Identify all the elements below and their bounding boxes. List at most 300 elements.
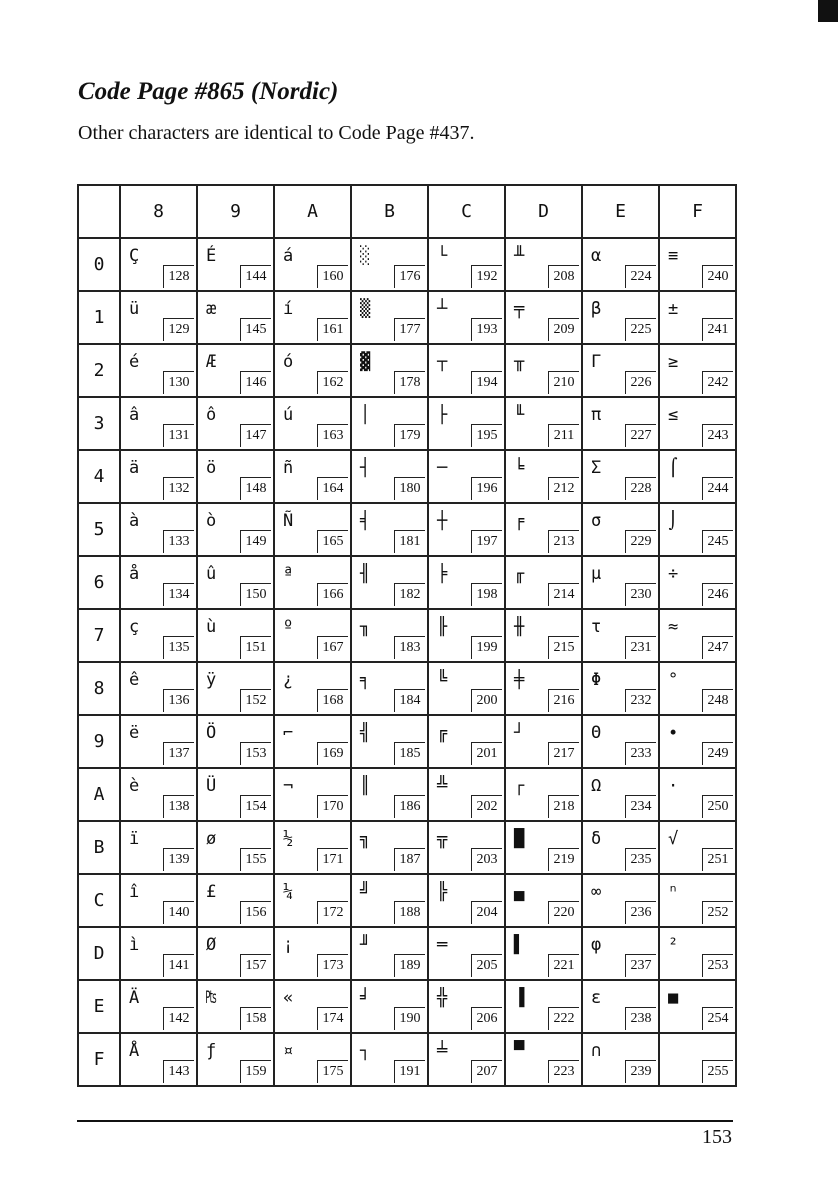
char-cell bbox=[505, 291, 582, 344]
char-cell bbox=[582, 662, 659, 715]
char-cell bbox=[274, 768, 351, 821]
char-cell bbox=[428, 662, 505, 715]
char-glyph: ⁿ bbox=[668, 882, 679, 902]
column-header-row bbox=[78, 185, 736, 238]
char-cell bbox=[659, 609, 736, 662]
char-code: 204 bbox=[471, 901, 502, 924]
char-code: 147 bbox=[240, 424, 271, 447]
char-code: 134 bbox=[163, 583, 194, 606]
char-glyph: ╤ bbox=[514, 299, 525, 319]
char-cell bbox=[428, 450, 505, 503]
char-glyph: ╘ bbox=[514, 458, 525, 478]
char-glyph: ä bbox=[129, 458, 140, 478]
char-cell bbox=[274, 927, 351, 980]
char-code: 171 bbox=[317, 848, 348, 871]
char-code: 250 bbox=[702, 795, 733, 818]
table-row bbox=[78, 503, 736, 556]
char-glyph: ╦ bbox=[437, 829, 448, 849]
char-code: 132 bbox=[163, 477, 194, 500]
char-code: 210 bbox=[548, 371, 579, 394]
char-glyph: ╙ bbox=[514, 405, 525, 425]
char-code: 159 bbox=[240, 1060, 271, 1083]
char-cell bbox=[274, 874, 351, 927]
char-glyph: å bbox=[129, 564, 140, 584]
char-glyph: Ω bbox=[591, 776, 602, 796]
char-glyph: ■ bbox=[668, 988, 679, 1008]
char-glyph: ╨ bbox=[514, 246, 525, 266]
char-code: 167 bbox=[317, 636, 348, 659]
char-cell bbox=[659, 768, 736, 821]
char-code: 141 bbox=[163, 954, 194, 977]
row-header: B bbox=[78, 821, 120, 874]
char-code: 214 bbox=[548, 583, 579, 606]
char-cell bbox=[351, 238, 428, 291]
char-cell bbox=[505, 397, 582, 450]
char-cell bbox=[428, 715, 505, 768]
char-code: 215 bbox=[548, 636, 579, 659]
page-number: 153 bbox=[702, 1126, 732, 1148]
char-code: 229 bbox=[625, 530, 656, 553]
column-header: C bbox=[428, 185, 505, 238]
char-glyph: ô bbox=[206, 405, 217, 425]
table-row bbox=[78, 715, 736, 768]
char-cell bbox=[197, 397, 274, 450]
char-cell bbox=[197, 980, 274, 1033]
char-cell bbox=[197, 662, 274, 715]
char-cell bbox=[582, 1033, 659, 1086]
column-header: A bbox=[274, 185, 351, 238]
char-cell bbox=[505, 662, 582, 715]
page-title: Code Page #865 (Nordic) bbox=[78, 78, 339, 105]
table-row bbox=[78, 768, 736, 821]
char-code: 222 bbox=[548, 1007, 579, 1030]
char-cell bbox=[197, 238, 274, 291]
char-glyph: ì bbox=[129, 935, 140, 955]
char-glyph: ╥ bbox=[514, 352, 525, 372]
char-code: 216 bbox=[548, 689, 579, 712]
char-code: 245 bbox=[702, 530, 733, 553]
char-cell bbox=[351, 715, 428, 768]
table-row bbox=[78, 980, 736, 1033]
char-glyph: ╓ bbox=[514, 564, 525, 584]
row-header: E bbox=[78, 980, 120, 1033]
char-cell bbox=[197, 609, 274, 662]
char-cell bbox=[505, 980, 582, 1033]
char-cell bbox=[505, 768, 582, 821]
char-cell bbox=[659, 927, 736, 980]
char-code: 211 bbox=[548, 424, 579, 447]
char-glyph: ╚ bbox=[437, 670, 448, 690]
char-cell bbox=[582, 450, 659, 503]
char-cell bbox=[274, 821, 351, 874]
char-glyph: ▄ bbox=[514, 882, 525, 902]
char-code: 198 bbox=[471, 583, 502, 606]
char-cell bbox=[428, 291, 505, 344]
char-glyph: √ bbox=[668, 829, 679, 849]
char-code: 195 bbox=[471, 424, 502, 447]
char-glyph: ▀ bbox=[514, 1041, 525, 1061]
char-code: 149 bbox=[240, 530, 271, 553]
char-cell bbox=[351, 662, 428, 715]
char-code: 226 bbox=[625, 371, 656, 394]
char-glyph: ÷ bbox=[668, 564, 679, 584]
char-glyph: ╫ bbox=[514, 617, 525, 637]
char-cell bbox=[428, 874, 505, 927]
char-code: 187 bbox=[394, 848, 425, 871]
char-cell bbox=[428, 344, 505, 397]
char-glyph: ï bbox=[129, 829, 140, 849]
char-code: 152 bbox=[240, 689, 271, 712]
char-glyph: ├ bbox=[437, 405, 448, 425]
char-code: 145 bbox=[240, 318, 271, 341]
char-code: 137 bbox=[163, 742, 194, 765]
char-code: 155 bbox=[240, 848, 271, 871]
column-header: E bbox=[582, 185, 659, 238]
char-glyph: ¼ bbox=[283, 882, 294, 902]
char-cell bbox=[197, 715, 274, 768]
code-page-table bbox=[77, 184, 737, 1087]
char-code: 242 bbox=[702, 371, 733, 394]
table-row bbox=[78, 556, 736, 609]
char-code: 234 bbox=[625, 795, 656, 818]
table-row bbox=[78, 291, 736, 344]
char-cell bbox=[120, 344, 197, 397]
char-code: 227 bbox=[625, 424, 656, 447]
char-code: 252 bbox=[702, 901, 733, 924]
char-glyph: ┴ bbox=[437, 299, 448, 319]
char-code: 166 bbox=[317, 583, 348, 606]
char-code: 194 bbox=[471, 371, 502, 394]
char-cell bbox=[428, 556, 505, 609]
char-glyph: Ü bbox=[206, 776, 217, 796]
char-cell bbox=[120, 503, 197, 556]
char-glyph: ─ bbox=[437, 458, 448, 478]
char-glyph: ƒ bbox=[206, 1041, 217, 1061]
char-cell bbox=[120, 609, 197, 662]
char-cell bbox=[582, 556, 659, 609]
row-header: 4 bbox=[78, 450, 120, 503]
char-glyph: └ bbox=[437, 246, 448, 266]
char-glyph: ╢ bbox=[360, 564, 371, 584]
char-cell bbox=[582, 291, 659, 344]
char-cell bbox=[351, 609, 428, 662]
row-header: 2 bbox=[78, 344, 120, 397]
char-code: 233 bbox=[625, 742, 656, 765]
row-header: 6 bbox=[78, 556, 120, 609]
char-glyph: ≡ bbox=[668, 246, 679, 266]
char-cell bbox=[428, 821, 505, 874]
char-glyph: ÿ bbox=[206, 670, 217, 690]
char-glyph: ø bbox=[206, 829, 217, 849]
char-glyph: µ bbox=[591, 564, 602, 584]
char-glyph: ╬ bbox=[437, 988, 448, 1008]
row-header: 7 bbox=[78, 609, 120, 662]
column-header: F bbox=[659, 185, 736, 238]
char-glyph: π bbox=[591, 405, 602, 425]
char-glyph: ╒ bbox=[514, 511, 525, 531]
row-header: A bbox=[78, 768, 120, 821]
char-cell bbox=[197, 874, 274, 927]
char-code: 199 bbox=[471, 636, 502, 659]
char-code: 208 bbox=[548, 265, 579, 288]
char-cell bbox=[428, 397, 505, 450]
char-code: 203 bbox=[471, 848, 502, 871]
char-glyph: ┘ bbox=[514, 723, 525, 743]
char-code: 138 bbox=[163, 795, 194, 818]
char-glyph: æ bbox=[206, 299, 217, 319]
char-glyph: ╖ bbox=[360, 617, 371, 637]
char-code: 200 bbox=[471, 689, 502, 712]
char-cell bbox=[582, 874, 659, 927]
column-header: 9 bbox=[197, 185, 274, 238]
char-glyph: ╛ bbox=[360, 988, 371, 1008]
char-code: 183 bbox=[394, 636, 425, 659]
char-cell bbox=[120, 450, 197, 503]
char-cell bbox=[505, 715, 582, 768]
char-code: 196 bbox=[471, 477, 502, 500]
char-glyph: ± bbox=[668, 299, 679, 319]
char-glyph: Ç bbox=[129, 246, 140, 266]
char-cell bbox=[274, 556, 351, 609]
char-cell bbox=[120, 238, 197, 291]
char-glyph: ¡ bbox=[283, 935, 294, 955]
char-glyph: α bbox=[591, 246, 602, 266]
char-cell bbox=[274, 609, 351, 662]
char-glyph: è bbox=[129, 776, 140, 796]
char-glyph: ₧ bbox=[206, 988, 217, 1008]
char-code: 230 bbox=[625, 583, 656, 606]
char-cell bbox=[351, 503, 428, 556]
char-code: 150 bbox=[240, 583, 271, 606]
column-header: D bbox=[505, 185, 582, 238]
char-glyph: ≤ bbox=[668, 405, 679, 425]
char-code: 191 bbox=[394, 1060, 425, 1083]
char-glyph: ö bbox=[206, 458, 217, 478]
char-code: 253 bbox=[702, 954, 733, 977]
char-cell bbox=[505, 344, 582, 397]
char-glyph: û bbox=[206, 564, 217, 584]
char-cell bbox=[659, 1033, 736, 1086]
char-glyph: ò bbox=[206, 511, 217, 531]
char-code: 212 bbox=[548, 477, 579, 500]
table-corner-cell bbox=[78, 185, 120, 238]
char-glyph: │ bbox=[360, 405, 371, 425]
char-cell bbox=[659, 291, 736, 344]
char-cell bbox=[351, 1033, 428, 1086]
char-glyph: ═ bbox=[437, 935, 448, 955]
char-glyph: █ bbox=[514, 829, 525, 849]
char-glyph: σ bbox=[591, 511, 602, 531]
char-glyph: í bbox=[283, 299, 294, 319]
char-code: 213 bbox=[548, 530, 579, 553]
char-glyph: ╣ bbox=[360, 723, 371, 743]
char-cell bbox=[428, 238, 505, 291]
char-glyph: ╗ bbox=[360, 829, 371, 849]
char-cell bbox=[505, 874, 582, 927]
char-cell bbox=[428, 1033, 505, 1086]
char-glyph: ∩ bbox=[591, 1041, 602, 1061]
table-row bbox=[78, 1033, 736, 1086]
char-cell bbox=[505, 556, 582, 609]
char-cell bbox=[120, 1033, 197, 1086]
row-header: 1 bbox=[78, 291, 120, 344]
char-code: 175 bbox=[317, 1060, 348, 1083]
char-cell bbox=[197, 556, 274, 609]
char-code: 179 bbox=[394, 424, 425, 447]
char-glyph: é bbox=[129, 352, 140, 372]
char-glyph: ε bbox=[591, 988, 602, 1008]
char-code: 135 bbox=[163, 636, 194, 659]
char-glyph: Θ bbox=[591, 723, 602, 743]
char-code: 142 bbox=[163, 1007, 194, 1030]
char-cell bbox=[659, 503, 736, 556]
char-glyph: ç bbox=[129, 617, 140, 637]
char-code: 205 bbox=[471, 954, 502, 977]
char-cell bbox=[351, 768, 428, 821]
row-header: D bbox=[78, 927, 120, 980]
char-cell bbox=[274, 344, 351, 397]
char-code: 197 bbox=[471, 530, 502, 553]
char-glyph: ∞ bbox=[591, 882, 602, 902]
char-code: 254 bbox=[702, 1007, 733, 1030]
table-row bbox=[78, 609, 736, 662]
char-glyph: ° bbox=[668, 670, 679, 690]
char-cell bbox=[197, 450, 274, 503]
char-code: 172 bbox=[317, 901, 348, 924]
char-cell bbox=[274, 238, 351, 291]
char-cell bbox=[659, 874, 736, 927]
char-code: 223 bbox=[548, 1060, 579, 1083]
char-code: 160 bbox=[317, 265, 348, 288]
char-cell bbox=[351, 927, 428, 980]
char-code: 153 bbox=[240, 742, 271, 765]
char-code: 136 bbox=[163, 689, 194, 712]
char-glyph: ¿ bbox=[283, 670, 294, 690]
char-cell bbox=[120, 874, 197, 927]
char-cell bbox=[659, 556, 736, 609]
char-cell bbox=[428, 503, 505, 556]
char-code: 219 bbox=[548, 848, 579, 871]
char-code: 225 bbox=[625, 318, 656, 341]
char-glyph: ▒ bbox=[360, 299, 371, 319]
char-glyph: ╩ bbox=[437, 776, 448, 796]
char-cell bbox=[505, 450, 582, 503]
char-glyph: ² bbox=[668, 935, 679, 955]
char-code: 255 bbox=[702, 1060, 733, 1083]
char-code: 173 bbox=[317, 954, 348, 977]
char-code: 192 bbox=[471, 265, 502, 288]
char-cell bbox=[197, 768, 274, 821]
table-row bbox=[78, 821, 736, 874]
char-code: 206 bbox=[471, 1007, 502, 1030]
char-cell bbox=[582, 715, 659, 768]
char-cell bbox=[197, 503, 274, 556]
char-code: 185 bbox=[394, 742, 425, 765]
char-cell bbox=[582, 927, 659, 980]
char-glyph: β bbox=[591, 299, 602, 319]
char-code: 158 bbox=[240, 1007, 271, 1030]
char-glyph: ú bbox=[283, 405, 294, 425]
char-cell bbox=[274, 503, 351, 556]
char-glyph: ó bbox=[283, 352, 294, 372]
char-code: 243 bbox=[702, 424, 733, 447]
char-code: 133 bbox=[163, 530, 194, 553]
row-header: 8 bbox=[78, 662, 120, 715]
char-glyph: ╝ bbox=[360, 882, 371, 902]
char-code: 189 bbox=[394, 954, 425, 977]
char-cell bbox=[197, 344, 274, 397]
char-code: 131 bbox=[163, 424, 194, 447]
char-cell bbox=[582, 397, 659, 450]
char-glyph: î bbox=[129, 882, 140, 902]
row-header: 5 bbox=[78, 503, 120, 556]
char-code: 239 bbox=[625, 1060, 656, 1083]
char-code: 224 bbox=[625, 265, 656, 288]
char-cell bbox=[120, 980, 197, 1033]
page-subtitle: Other characters are identical to Code Page #437. bbox=[78, 122, 475, 144]
char-glyph: à bbox=[129, 511, 140, 531]
char-code: 130 bbox=[163, 371, 194, 394]
char-cell bbox=[197, 291, 274, 344]
char-code: 169 bbox=[317, 742, 348, 765]
char-glyph: á bbox=[283, 246, 294, 266]
char-cell bbox=[120, 662, 197, 715]
char-glyph: ┐ bbox=[360, 1041, 371, 1061]
char-glyph: ╕ bbox=[360, 670, 371, 690]
char-code: 207 bbox=[471, 1060, 502, 1083]
char-cell bbox=[197, 927, 274, 980]
char-code: 238 bbox=[625, 1007, 656, 1030]
char-glyph: ░ bbox=[360, 246, 371, 266]
char-glyph: ê bbox=[129, 670, 140, 690]
char-cell bbox=[582, 344, 659, 397]
row-header: 3 bbox=[78, 397, 120, 450]
char-cell bbox=[659, 450, 736, 503]
char-code: 151 bbox=[240, 636, 271, 659]
char-code: 140 bbox=[163, 901, 194, 924]
char-code: 146 bbox=[240, 371, 271, 394]
char-glyph: Σ bbox=[591, 458, 602, 478]
char-code: 235 bbox=[625, 848, 656, 871]
char-glyph: ┤ bbox=[360, 458, 371, 478]
char-code: 193 bbox=[471, 318, 502, 341]
char-glyph: δ bbox=[591, 829, 602, 849]
footer-rule bbox=[77, 1120, 733, 1122]
char-cell bbox=[351, 450, 428, 503]
char-cell bbox=[274, 1033, 351, 1086]
char-code: 221 bbox=[548, 954, 579, 977]
char-glyph: ┌ bbox=[514, 776, 525, 796]
char-code: 162 bbox=[317, 371, 348, 394]
char-cell bbox=[659, 344, 736, 397]
char-code: 128 bbox=[163, 265, 194, 288]
char-glyph: ⌡ bbox=[668, 511, 679, 531]
char-code: 170 bbox=[317, 795, 348, 818]
char-glyph: Ñ bbox=[283, 511, 294, 531]
char-cell bbox=[351, 344, 428, 397]
char-code: 156 bbox=[240, 901, 271, 924]
char-glyph: ▐ bbox=[514, 988, 525, 1008]
column-header: 8 bbox=[120, 185, 197, 238]
char-glyph: É bbox=[206, 246, 217, 266]
char-cell bbox=[351, 397, 428, 450]
char-code: 246 bbox=[702, 583, 733, 606]
char-cell bbox=[659, 662, 736, 715]
char-code: 228 bbox=[625, 477, 656, 500]
table-row bbox=[78, 450, 736, 503]
char-glyph: Ä bbox=[129, 988, 140, 1008]
char-cell bbox=[428, 980, 505, 1033]
